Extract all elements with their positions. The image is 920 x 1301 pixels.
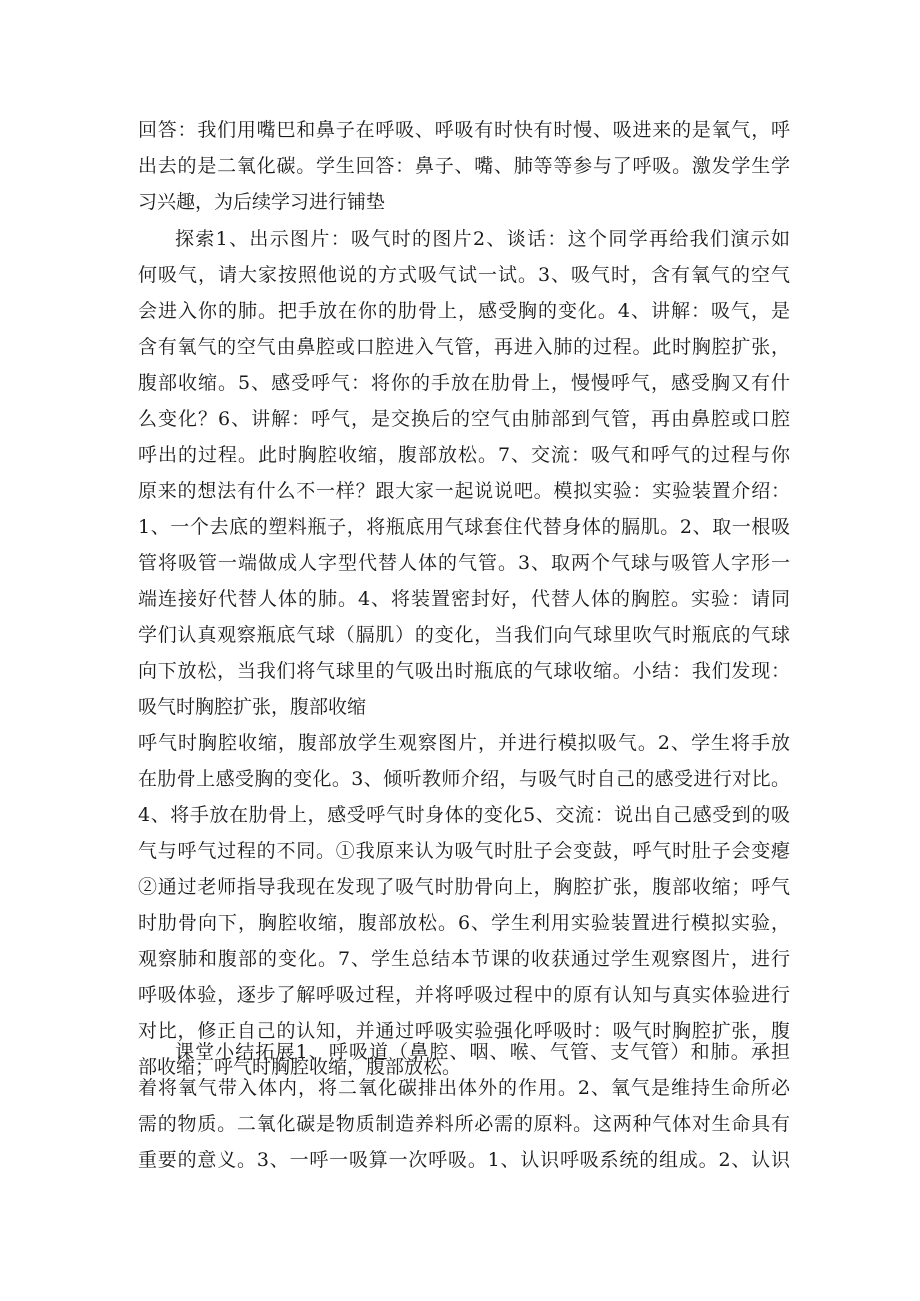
text-line: 观察肺和腹部的变化。7、学生总结本节课的收获通过学生观察图片，进行 <box>138 948 790 970</box>
text-line: 端连接好代替人体的肺。4、将装置密封好，代替人体的胸腔。实验：请同 <box>138 588 790 610</box>
text-line: 原来的想法有什么不一样？跟大家一起说说吧。模拟实验：实验装置介绍： <box>138 480 790 502</box>
text-line: 吸气时胸腔扩张，腹部收缩 <box>138 696 367 718</box>
text-line: 学们认真观察瓶底气球（膈肌）的变化，当我们向气球里吹气时瓶底的气球 <box>138 624 790 646</box>
text-line: 部收缩；呼气时胸腔收缩，腹部放松。 <box>138 1056 462 1078</box>
text-line: 向下放松，当我们将气球里的气吸出时瓶底的气球收缩。小结：我们发现： <box>138 660 790 682</box>
text-line: 呼气时胸腔收缩，腹部放学生观察图片，并进行模拟吸气。2、学生将手放 <box>138 732 790 754</box>
text-line: 时肋骨向下，胸腔收缩，腹部放松。6、学生利用实验装置进行模拟实验， <box>138 912 790 934</box>
text-line: 气与呼气过程的不同。①我原来认为吸气时肚子会变鼓，呼气时肚子会变瘪 <box>138 840 790 862</box>
text-line: 探索1、出示图片：吸气时的图片2、谈话：这个同学再给我们演示如 <box>175 228 790 250</box>
text-line: 含有氧气的空气由鼻腔或口腔进入气管，再进入肺的过程。此时胸腔扩张， <box>138 336 790 358</box>
text-line: 需的物质。二氧化碳是物质制造养料所必需的原料。这两种气体对生命具有 <box>138 1113 790 1135</box>
text-line: 在肋骨上感受胸的变化。3、倾听教师介绍，与吸气时自己的感受进行对比。 <box>138 768 790 790</box>
text-line: ②通过老师指导我现在发现了吸气时肋骨向上，胸腔扩张，腹部收缩；呼气 <box>138 876 790 898</box>
text-line: 习兴趣，为后续学习进行铺垫 <box>138 191 386 213</box>
text-line: 对比，修正自己的认知，并通过呼吸实验强化呼吸时：吸气时胸腔扩张，腹 <box>138 1020 790 1042</box>
paragraph-answer <box>138 112 790 220</box>
text-line: 么变化？6、讲解：呼气，是交换后的空气由肺部到气管，再由鼻腔或口腔 <box>138 408 790 430</box>
text-line: 4、将手放在肋骨上，感受呼气时身体的变化5、交流：说出自己感受到的吸 <box>138 804 790 826</box>
text-line: 出去的是二氧化碳。学生回答：鼻子、嘴、肺等等参与了呼吸。激发学生学 <box>138 155 790 177</box>
text-line: 重要的意义。3、一呼一吸算一次呼吸。1、认识呼吸系统的组成。2、认识 <box>138 1149 790 1171</box>
text-line: 呼吸体验，逐步了解呼吸过程，并将呼吸过程中的原有认知与真实体验进行 <box>138 984 790 1006</box>
text-line: 回答：我们用嘴巴和鼻子在呼吸、呼吸有时快有时慢、吸进来的是氧气，呼 <box>138 119 790 141</box>
text-line: 着将氧气带入体内，将二氧化碳排出体外的作用。2、氧气是维持生命所必 <box>138 1077 790 1099</box>
paragraph-summary <box>138 1034 790 1178</box>
text-line: 管将吸管一端做成人字型代替人体的气管。3、取两个气球与吸管人字形一 <box>138 552 790 574</box>
paragraph-explore <box>138 221 790 1085</box>
text-line: 何吸气，请大家按照他说的方式吸气试一试。3、吸气时，含有氧气的空气 <box>138 264 790 286</box>
text-line: 呼出的过程。此时胸腔收缩，腹部放松。7、交流：吸气和呼气的过程与你 <box>138 444 790 466</box>
text-line: 腹部收缩。5、感受呼气：将你的手放在肋骨上，慢慢呼气，感受胸又有什 <box>138 372 790 394</box>
text-line: 课堂小结拓展1、呼吸道（鼻腔、咽、喉、气管、支气管）和肺。承担 <box>175 1041 790 1063</box>
text-line: 1、一个去底的塑料瓶子，将瓶底用气球套住代替身体的膈肌。2、取一根吸 <box>138 516 790 538</box>
text-line: 会进入你的肺。把手放在你的肋骨上，感受胸的变化。4、讲解：吸气，是 <box>138 300 790 322</box>
